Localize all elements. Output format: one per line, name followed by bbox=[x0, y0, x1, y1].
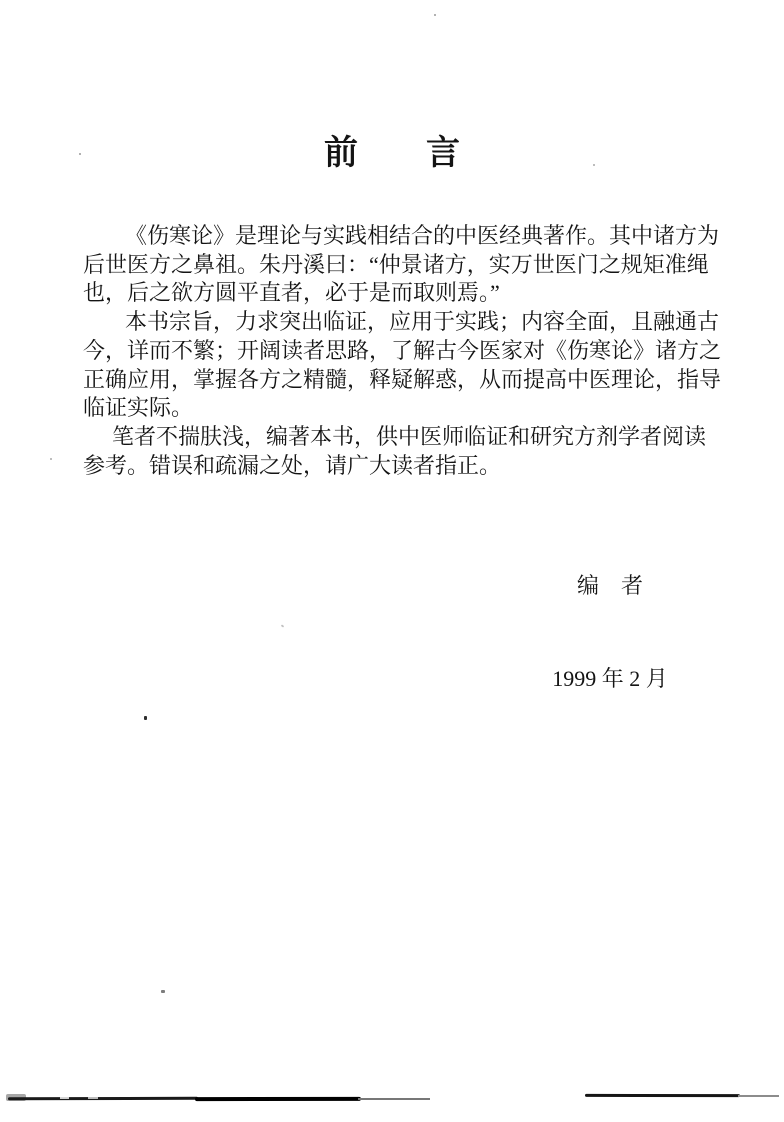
text-line: 正确应用，掌握各方之精髓，释疑解惑，从而提高中医理论，指导 bbox=[83, 366, 722, 392]
paragraph bbox=[83, 222, 720, 308]
scan-streak-left bbox=[195, 1097, 361, 1101]
scan-streak-gap bbox=[60, 1097, 69, 1099]
text-line: 笔者不揣肤浅，编著本书，供中医师临证和研究方剂学者阅读 bbox=[112, 423, 707, 449]
dust-speck bbox=[593, 164, 595, 166]
text-line: 今，详而不繁；开阔读者思路，了解古今医家对《伤寒论》诸方之 bbox=[83, 337, 722, 363]
dust-speck bbox=[50, 458, 52, 460]
signature-block bbox=[543, 508, 677, 756]
dust-speck bbox=[161, 990, 165, 993]
scan-streak-gap bbox=[88, 1097, 98, 1099]
page-title: 前 言 bbox=[324, 133, 460, 173]
text-line: 后世医方之鼻祖。朱丹溪曰：“仲景诸方，实万世医门之规矩准绳 bbox=[83, 251, 709, 277]
scan-streak-right-tail bbox=[738, 1095, 779, 1097]
text-line: 也，后之欲方圆平直者，必于是而取则焉。” bbox=[83, 280, 500, 306]
text-line: 临证实际。 bbox=[83, 395, 194, 421]
preface-body bbox=[83, 222, 722, 480]
text-line: 参考。错误和疏漏之处，请广大读者指正。 bbox=[83, 452, 502, 478]
scan-streak-left bbox=[8, 1097, 198, 1100]
dust-speck bbox=[434, 14, 436, 16]
text-line: 本书宗旨，力求突出临证，应用于实践；内容全面，且融通古 bbox=[125, 309, 720, 335]
paragraph bbox=[83, 423, 706, 480]
scan-streak-right bbox=[585, 1094, 740, 1097]
text-line: 《伤寒论》是理论与实践相结合的中医经典著作。其中诸方为 bbox=[125, 223, 720, 248]
publication-date: 1999 年 2 月 bbox=[552, 666, 668, 691]
scan-streak-left-tail bbox=[358, 1098, 430, 1100]
author-signature: 编 者 bbox=[576, 573, 643, 598]
scan-smudge bbox=[6, 1094, 26, 1101]
paragraph bbox=[83, 308, 722, 423]
dust-speck bbox=[144, 716, 147, 720]
dust-speck bbox=[79, 153, 81, 155]
dust-speck bbox=[281, 624, 285, 627]
